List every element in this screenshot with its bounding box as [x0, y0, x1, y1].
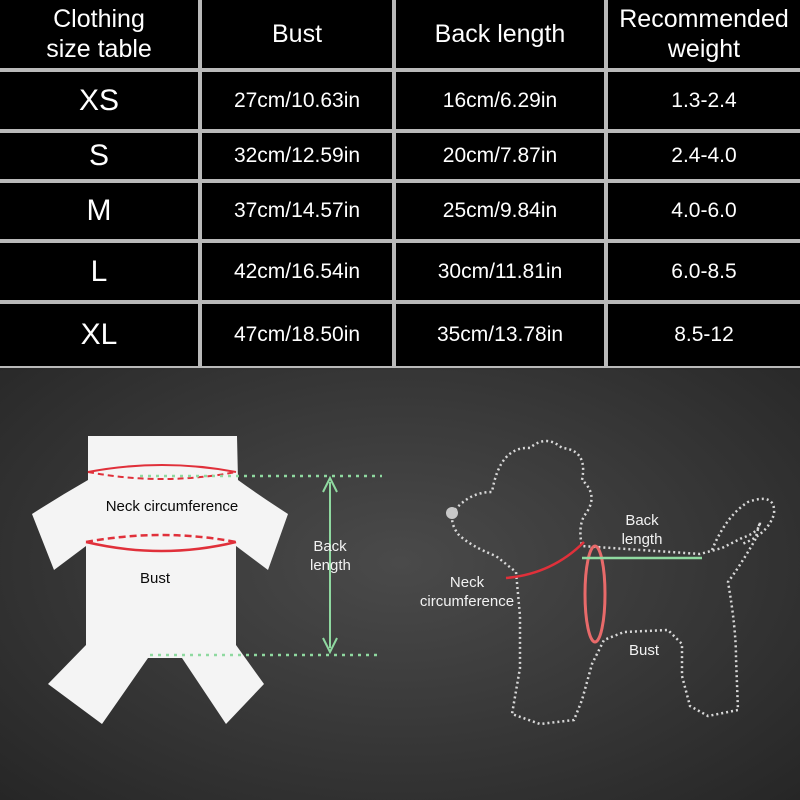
header-clothing-size-text: Clothing size table	[46, 5, 152, 63]
garment-back-length-label-text: Back length	[310, 538, 351, 574]
header-back-length: Back length	[396, 0, 604, 68]
size-table	[0, 0, 800, 368]
table-row	[0, 72, 800, 129]
garment-illustration	[32, 436, 382, 724]
back-length-cell: 20cm/7.87in	[396, 133, 604, 179]
header-recommended-weight	[608, 0, 800, 68]
back-length-cell: 30cm/11.81in	[396, 243, 604, 300]
dog-bust-label: Bust	[628, 642, 659, 659]
bust-cell: 27cm/10.63in	[202, 72, 392, 129]
table-row	[0, 243, 800, 300]
table-row	[0, 304, 800, 366]
bust-cell: 47cm/18.50in	[202, 304, 392, 366]
dog-back-length-label-text: Back length	[621, 512, 663, 548]
back-length-cell: 16cm/6.29in	[396, 72, 604, 129]
garment-bust-label: Bust	[139, 570, 170, 587]
size-cell: S	[0, 133, 198, 179]
dog-neck-line	[506, 542, 584, 578]
table-header-row	[0, 0, 800, 68]
weight-cell: 2.4-4.0	[608, 133, 800, 179]
weight-cell: 8.5-12	[608, 304, 800, 366]
dog-back-length-label	[612, 512, 672, 550]
size-cell: L	[0, 243, 198, 300]
dog-bust-line	[585, 546, 605, 642]
garment-neck-label: Neck circumference	[105, 498, 239, 515]
measurement-diagram	[0, 368, 800, 800]
table-row	[0, 183, 800, 239]
weight-cell: 6.0-8.5	[608, 243, 800, 300]
garment-back-length-label	[300, 538, 360, 576]
size-cell: XS	[0, 72, 198, 129]
bust-cell: 37cm/14.57in	[202, 183, 392, 239]
header-bust: Bust	[202, 0, 392, 68]
dog-tail-outline	[712, 499, 774, 550]
header-recommended-weight-text: Recommended weight	[619, 5, 789, 63]
table-row	[0, 133, 800, 179]
measurement-guide	[0, 368, 800, 800]
weight-cell: 4.0-6.0	[608, 183, 800, 239]
back-length-cell: 25cm/9.84in	[396, 183, 604, 239]
dog-eye	[446, 507, 458, 519]
size-cell: XL	[0, 304, 198, 366]
bust-cell: 42cm/16.54in	[202, 243, 392, 300]
back-length-cell: 35cm/13.78in	[396, 304, 604, 366]
weight-cell: 1.3-2.4	[608, 72, 800, 129]
size-cell: M	[0, 183, 198, 239]
dog-neck-label-text: Neck circumference	[419, 574, 515, 610]
bust-cell: 32cm/12.59in	[202, 133, 392, 179]
dog-neck-label	[412, 574, 522, 612]
header-clothing-size	[0, 0, 198, 68]
